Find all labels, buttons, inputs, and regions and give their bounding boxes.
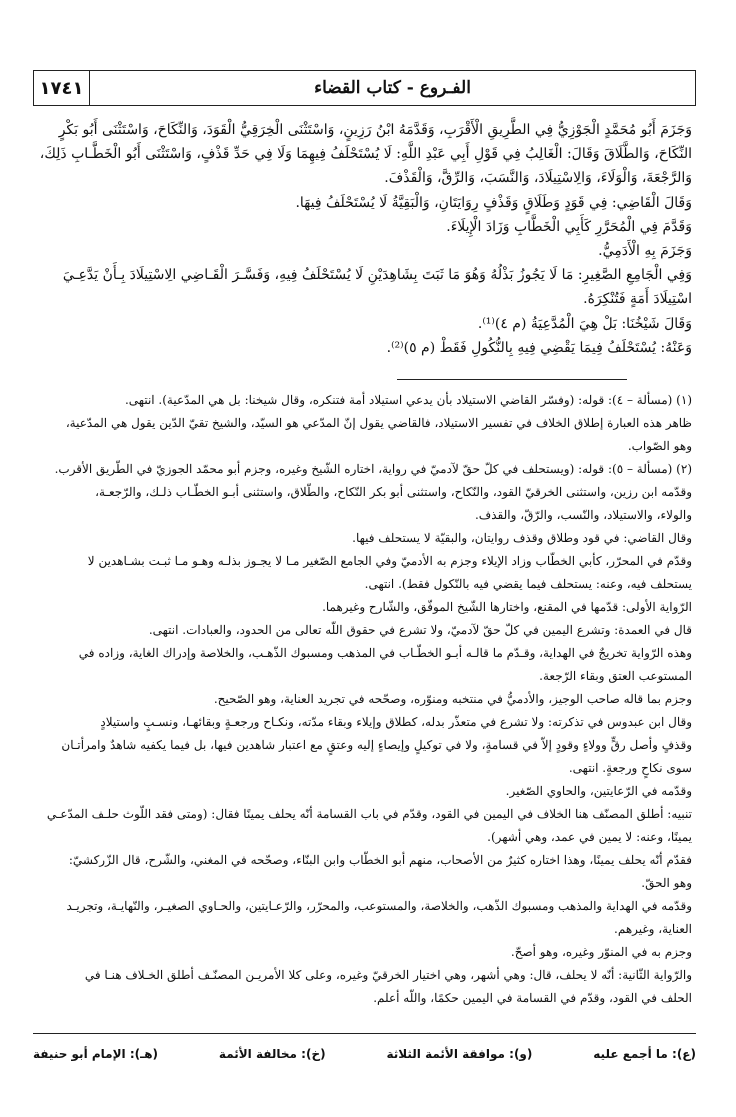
main-line: وَقَالَ الْقَاضِي: فِي قَوَدٍ وَطَلَاقٍ وَقَذْفٍ رِوَايَتَانِ، وَالْبَقِيَّةُ لَا يُسْتَحْلَفُ فِيهَا. bbox=[295, 194, 692, 211]
note-line: سوى نكاحٍ ورجعةٍ. انتهى. bbox=[568, 761, 692, 775]
note-line: يستحلف فيه، وعنه: يستحلف فيما يقضي فيه بالنّكول فقط). انتهى. bbox=[364, 577, 692, 591]
note-line: ظاهر هذه العبارة إطلاق الخلاف في تفسير الاستيلاد، فالقاضي يقول إنّ المدّعي هو السيّد، والشيخ تقيّ الدّين يقول هي المدّعية، bbox=[65, 416, 692, 430]
main-line: وَقَالَ شَيْخُنَا: بَلْ هِيَ الْمُدَّعِيَةُ (م ٤)⁽¹⁾. bbox=[477, 315, 692, 332]
note-line: وقذفٍ وأصل رقٍّ وولاءٍ وقودٍ إلاّ في قسامةٍ، ولا في توكيلٍ وإيصاءٍ إليه وعتقٍ مع اعتبار شاهدين فيها، بل فيما يكفيه شاهدٌ وامرأتـان bbox=[61, 738, 692, 752]
main-line: وَجَزَمَ بِهِ الْأَدَمِيُّ. bbox=[598, 243, 692, 260]
note-line: وهذه الرّواية تخريجٌ في الهداية، وقـدّم ما قالـه أبـو الخطّـاب في المذهب ومسبوك الذّهـب، والخلاصة وإدراك الغاية، وزاده في bbox=[78, 646, 692, 660]
page-header bbox=[33, 70, 696, 106]
main-line: وَجَزَمَ أَبُو مُحَمَّدٍ الْجَوْزِيُّ فِي الطَّرِيقِ الْأَقْرَبِ، وَقَدَّمَهُ ابْنُ رَزِينٍ، وَاسْتَثْنَى الْخِرَقِيُّ الْقَوَدَ، وَالنِّكَاحَ، وَاسْتَثْنَى أَبُو بَكْرٍ bbox=[58, 122, 692, 138]
abbr-agreement: (و): موافقة الأئمة الثلاثة bbox=[386, 1047, 533, 1061]
footer-divider bbox=[33, 1033, 696, 1034]
note-line: (٢) (مسألة – ٥): قوله: (ويستحلف في كلّ حقّ لآدميّ في رواية، اختاره الشّيخ وغيره، وجزم أبو محمّد الجوزيّ في الطّريق الأقرب. bbox=[54, 462, 692, 476]
note-line: وقدّم في المحرّر، كأبي الخطّاب وزاد الإيلاء وجزم به الأدميّ وفي الجامع الصّغير مـا لا يجـوز بذلـه وهـو مـا ثبـت بشـاهدين لا bbox=[87, 554, 692, 568]
main-text bbox=[37, 118, 692, 360]
note-line: الرّواية الأولى: قدّمها في المقنع، واختارها الشّيخ الموفّق، والشّارح وغيرهما. bbox=[322, 600, 692, 614]
main-line: وَفِي الْجَامِعِ الصَّغِيرِ: مَا لَا يَجُوزُ بَذْلُهُ وَهُوَ مَا ثَبَتَ بِشَاهِدَيْنِ لَا يُسْتَحْلَفُ فِيهِ، وَفَسَّـرَ الْقَـاضِي الِاسْتِيلَادَ بِـأَنْ يَدَّعِـيَ bbox=[62, 267, 692, 284]
note-line: وقدّمه في الرّعايتين، والحاوي الصّغير. bbox=[505, 784, 692, 798]
running-title: الفـروع - كتاب القضاء bbox=[314, 78, 471, 98]
note-line: وقال ابن عبدوس في تذكرته: ولا تشرع في متعذّر بدله، كطلاق وإيلاء وبقاء مدّته، ونكـاح ورجعـةٍ وبقائهـا، ونسـبٍ واستيلادٍ bbox=[100, 715, 692, 729]
note-line: فقدّم أنّه يحلف يمينًا، وهذا اختاره كثيرٌ من الأصحاب، منهم أبو الخطّاب وابن البنّاء، وصحّحه في المغني، والشّرح، قال الزّركشيّ: bbox=[68, 853, 692, 867]
note-line: المستوعب العتق وبقاء الرّجعة. bbox=[539, 669, 692, 683]
note-line: قال في العمدة: وتشرع اليمين في كلّ حقّ لآدميّ، ولا تشرع في حقوق اللّه تعالى من الحدود، والعبادات. انتهى. bbox=[148, 623, 692, 637]
note-line: وهو الصّواب. bbox=[627, 439, 692, 453]
abbr-abu-hanifa: (هـ): الإمام أبو حنيفة bbox=[33, 1047, 159, 1061]
main-line: وَالرَّجْعَةَ، وَالْوَلَاءَ، وَالِاسْتِيلَادَ، وَالنَّسَبَ، وَالرِّقَّ، وَالْقَذْفَ. bbox=[384, 170, 692, 187]
note-line: وجزم بما قاله صاحب الوجيز، والأدميُّ في منتخبه ومنوّره، وصحّحه في تجريد العناية، وهو الصّحيح. bbox=[213, 692, 692, 706]
note-line: يمينًا، وعنه: لا يمين في عمد، وهي أشهر). bbox=[487, 830, 692, 844]
main-line: وَعَنْهُ: يُسْتَحْلَفُ فِيمَا يَقْضِي فِيهِ بِالنُّكُولِ فَقَطْ (م ٥)⁽²⁾. bbox=[386, 339, 692, 356]
footnotes bbox=[37, 389, 692, 1010]
page-number: ١٧٤١ bbox=[34, 71, 90, 105]
note-line: وهو الحقّ. bbox=[641, 876, 692, 890]
note-line: وقال القاضي: في قود وطلاق وقذف روايتان، والبقيّة لا يستحلف فيها. bbox=[352, 531, 692, 545]
note-line: (١) (مسألة – ٤): قوله: (وفسّر القاضي الاستيلاد بأن يدعي استيلاد أمة فتنكره، وقال شيخنا: بل هي المدّعية). انتهى. bbox=[124, 393, 692, 407]
note-line: العناية، وغيرهم. bbox=[614, 922, 692, 936]
note-line: تنبيه: أطلق المصنّف هنا الخلاف في اليمين في القود، وقدّم في باب القسامة أنّه يحلف يمينًا فقال: (ومتى فقد اللّوث حلـف المدّعـي bbox=[46, 807, 692, 821]
main-line: اسْتِيلَادَ أَمَةٍ فَتُنْكِرَهُ. bbox=[583, 291, 692, 308]
footnote-divider bbox=[397, 379, 627, 380]
abbreviation-key bbox=[33, 1042, 696, 1066]
note-line: الحلف في القود، وقدّم في القسامة في اليمين حكمًا، واللّه أعلم. bbox=[373, 991, 692, 1005]
main-line: النِّكَاحَ، وَالطَّلَاقَ وَقَالَ: الْغَالِبُ فِي قَوْلِ أَبِي عَبْدِ اللَّهِ: لَا يُسْتَحْلَفُ فِيهِمَا وَلَا فِي حَدِّ قَذْفٍ، وَاسْتَثْنَى أَبُو الْخَطَّـابِ ذَلِكَ، bbox=[39, 146, 692, 163]
note-line: وجزم به في المنوّر وغيره، وهو أصحّ. bbox=[510, 945, 692, 959]
abbr-disagreement: (خ): مخالفة الأئمة bbox=[218, 1047, 326, 1061]
note-line: وقدّمه في الهداية والمذهب ومسبوك الذّهب، والخلاصة، والمستوعب، والمحرّر، والرّعـايتين، والحـاوي الصغيـر، والنّهايـة، وتجريـد bbox=[66, 899, 692, 913]
note-line: وقدّمه ابن رزين، واستثنى الخرقيّ القود، والنّكاح، واستثنى أبو بكر النّكاح، والطّلاق، واستثنى أبـو الخطّـاب ذلـك، والرّجعـة، bbox=[95, 485, 692, 499]
main-line: وَقَدَّمَ فِي الْمُحَرَّرِ كَأَبِي الْخَطَّابِ وَزَادَ الْإِيلَاءَ. bbox=[446, 218, 692, 235]
note-line: والولاء، والاستيلاد، والنّسب، والرّقّ، والقذف. bbox=[474, 508, 692, 522]
note-line: والرّواية الثّانية: أنّه لا يحلف، قال: وهي أشهر، وهي اختيار الخرقيّ وغيره، وعلى كلا الأمريـن المصنّـف أطلق الخـلاف هنـا في bbox=[84, 968, 692, 982]
abbr-ijma: (ع): ما أجمع عليه bbox=[593, 1047, 696, 1061]
